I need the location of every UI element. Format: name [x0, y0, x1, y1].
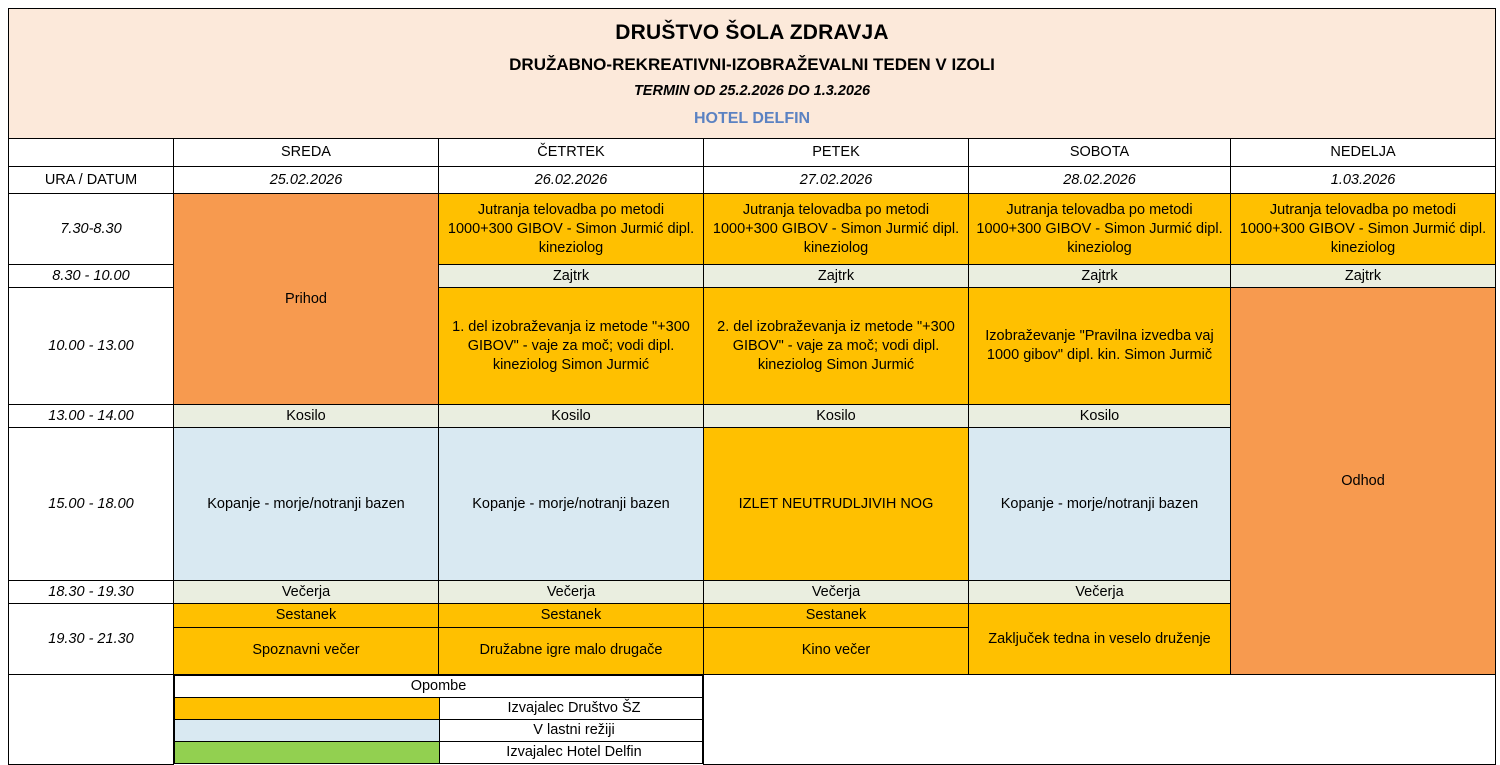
cell-evening-sreda [174, 604, 439, 675]
legend-swatch-hotel [175, 742, 440, 764]
cell-evening-cetrtek [439, 604, 704, 675]
legend-label-drustvo: Izvajalec Društvo ŠZ [440, 698, 703, 720]
cell-morning-gym-sobota: Jutranja telovadba po metodi 1000+300 GIBOV - Simon Jurmić dipl. kineziolog [969, 194, 1231, 265]
legend-title-row [175, 676, 703, 698]
cell-evening-sobota: Zaključek tedna in veselo druženje [969, 604, 1231, 675]
legend-swatch-lastni [175, 720, 440, 742]
legend-label-lastni: V lastni režiji [440, 720, 703, 742]
legend-title: Opombe [175, 676, 703, 698]
cell-excursion-petek: IZLET NEUTRUDLJIVIH NOG [704, 428, 969, 581]
header-corner-blank [9, 139, 174, 167]
slot-row-0730 [9, 194, 1496, 265]
cell-education-sobota: Izobraževanje "Pravilna izvedba vaj 1000 gibov" dipl. kin. Simon Jurmič [969, 288, 1231, 405]
cell-program-cetrtek: Družabne igre malo drugače [479, 642, 663, 659]
cell-program-petek: Kino večer [801, 642, 871, 659]
day-date-row [9, 167, 1496, 194]
cell-lunch-cetrtek: Kosilo [439, 405, 704, 428]
cell-breakfast-cetrtek: Zajtrk [439, 265, 704, 288]
day-date-cetrtek: 26.02.2026 [439, 167, 704, 194]
ura-datum-label: URA / DATUM [9, 167, 174, 194]
day-date-nedelja: 1.03.2026 [1231, 167, 1496, 194]
cell-breakfast-nedelja: Zajtrk [1231, 265, 1496, 288]
cell-education-part2-petek: 2. del izobraževanja iz metode "+300 GIBOV" - vaje za moč; vodi dipl. kineziolog Simon Jurmić [704, 288, 969, 405]
legend-swatch-drustvo [175, 698, 440, 720]
title-banner-row [9, 9, 1496, 139]
organization-title: DRUŠTVO ŠOLA ZDRAVJA [615, 21, 889, 44]
cell-dinner-sobota: Večerja [969, 581, 1231, 604]
cell-meeting-sreda: Sestanek [174, 605, 438, 628]
time-label-1930: 19.30 - 21.30 [9, 604, 174, 675]
event-title: DRUŽABNO-REKREATIVNI-IZOBRAŽEVALNI TEDEN V IZOLI [509, 54, 995, 74]
legend-table [174, 675, 703, 764]
legend-left-spacer [9, 675, 174, 765]
legend-block [174, 675, 704, 765]
day-header-nedelja: NEDELJA [1231, 139, 1496, 167]
cell-lunch-sobota: Kosilo [969, 405, 1231, 428]
cell-swimming-sreda: Kopanje - morje/notranji bazen [174, 428, 439, 581]
day-name-row [9, 139, 1496, 167]
cell-departure-nedelja: Odhod [1231, 288, 1496, 675]
title-banner [9, 9, 1496, 139]
cell-arrival-sreda: Prihod [174, 194, 439, 405]
legend-label-hotel: Izvajalec Hotel Delfin [440, 742, 703, 764]
time-label-1000: 10.00 - 13.00 [9, 288, 174, 405]
cell-meeting-cetrtek: Sestanek [439, 605, 703, 628]
legend-item-row [175, 742, 703, 764]
cell-swimming-sobota: Kopanje - morje/notranji bazen [969, 428, 1231, 581]
cell-dinner-sreda: Večerja [174, 581, 439, 604]
cell-morning-gym-petek: Jutranja telovadba po metodi 1000+300 GIBOV - Simon Jurmić dipl. kineziolog [704, 194, 969, 265]
day-date-sobota: 28.02.2026 [969, 167, 1231, 194]
cell-lunch-sreda: Kosilo [174, 405, 439, 428]
day-header-sreda: SREDA [174, 139, 439, 167]
cell-evening-petek [704, 604, 969, 675]
day-header-sobota: SOBOTA [969, 139, 1231, 167]
cell-swimming-cetrtek: Kopanje - morje/notranji bazen [439, 428, 704, 581]
day-date-petek: 27.02.2026 [704, 167, 969, 194]
cell-morning-gym-nedelja: Jutranja telovadba po metodi 1000+300 GIBOV - Simon Jurmić dipl. kineziolog [1231, 194, 1496, 265]
schedule-table [8, 8, 1496, 765]
legend-right-spacer [704, 675, 1496, 765]
cell-program-sreda: Spoznavni večer [252, 642, 360, 659]
cell-education-part1-cetrtek: 1. del izobraževanja iz metode "+300 GIBOV" - vaje za moč; vodi dipl. kineziolog Simon Jurmić [439, 288, 704, 405]
time-label-0730: 7.30-8.30 [9, 194, 174, 265]
time-label-1300: 13.00 - 14.00 [9, 405, 174, 428]
legend-row [9, 675, 1496, 765]
time-label-0830: 8.30 - 10.00 [9, 265, 174, 288]
time-label-1830: 18.30 - 19.30 [9, 581, 174, 604]
cell-breakfast-petek: Zajtrk [704, 265, 969, 288]
cell-dinner-cetrtek: Večerja [439, 581, 704, 604]
cell-lunch-petek: Kosilo [704, 405, 969, 428]
term-dates: TERMIN OD 25.2.2026 DO 1.3.2026 [633, 83, 871, 100]
cell-meeting-petek: Sestanek [704, 605, 968, 628]
legend-item-row [175, 720, 703, 742]
venue-name: HOTEL DELFIN [693, 110, 811, 128]
time-label-1500: 15.00 - 18.00 [9, 428, 174, 581]
cell-morning-gym-cetrtek: Jutranja telovadba po metodi 1000+300 GIBOV - Simon Jurmić dipl. kineziolog [439, 194, 704, 265]
day-header-cetrtek: ČETRTEK [439, 139, 704, 167]
day-header-petek: PETEK [704, 139, 969, 167]
cell-dinner-petek: Večerja [704, 581, 969, 604]
day-date-sreda: 25.02.2026 [174, 167, 439, 194]
cell-breakfast-sobota: Zajtrk [969, 265, 1231, 288]
legend-item-row [175, 698, 703, 720]
